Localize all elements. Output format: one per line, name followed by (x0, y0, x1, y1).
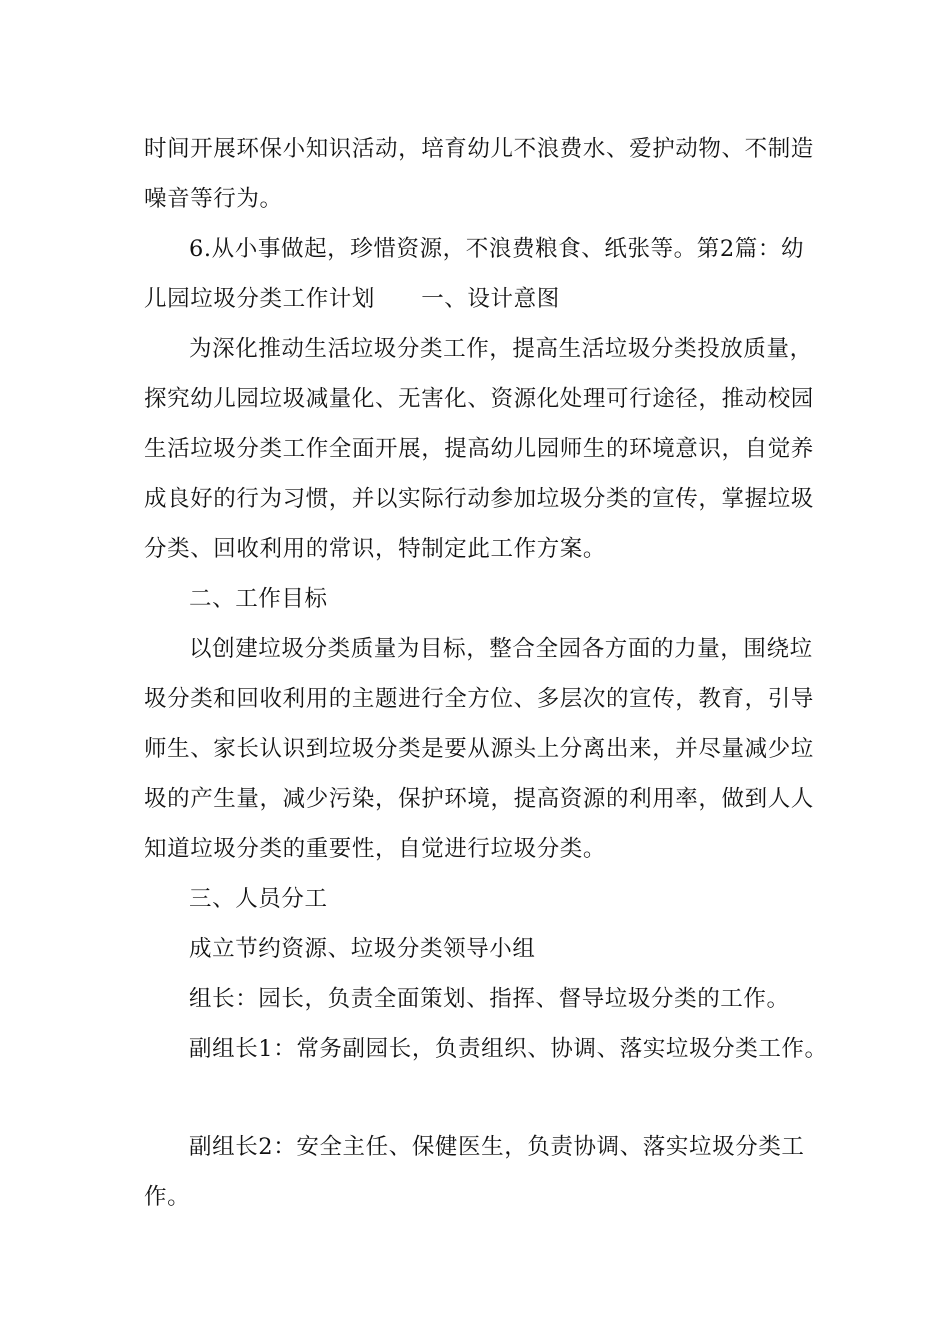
text-line: 噪音等行为。 (144, 186, 283, 212)
text-line: 成立节约资源、垃圾分类领导小组 (189, 936, 536, 962)
text-line: 时间开展环保小知识活动，培育幼儿不浪费水、爱护动物、不制造 (144, 136, 814, 162)
heading-work-goals (144, 574, 816, 624)
text-line: 生活垃圾分类工作全面开展，提高幼儿园师生的环境意识，自觉养 (144, 436, 814, 462)
text-line: 探究幼儿园垃圾减量化、无害化、资源化处理可行途径，推动校园 (144, 386, 814, 412)
text-line: 副组长1：常务副园长，负责组织、协调、落实垃圾分类工作。 (189, 1036, 828, 1062)
paragraph-item-6-and-chapter-2-title (144, 224, 816, 324)
text-line: 组长：园长，负责全面策划、指挥、督导垃圾分类的工作。 (189, 986, 790, 1012)
paragraph-work-goals (144, 624, 816, 874)
text-line: 师生、家长认识到垃圾分类是要从源头上分离出来，并尽量减少垃 (144, 736, 814, 762)
paragraph-environmental-activity (144, 124, 816, 224)
text-line: 为深化推动生活垃圾分类工作，提高生活垃圾分类投放质量， (189, 336, 813, 362)
text-line: 作。 (144, 1184, 191, 1210)
text-line: 分类、回收利用的常识，特制定此工作方案。 (144, 536, 607, 562)
text-line: 知道垃圾分类的重要性，自觉进行垃圾分类。 (144, 836, 607, 862)
paragraph-leadership-group (144, 924, 816, 974)
text-line: 儿园垃圾分类工作计划 一、设计意图 (144, 286, 560, 312)
paragraph-design-intent (144, 324, 816, 574)
text-line: 6.从小事做起，珍惜资源，不浪费粮食、纸张等。第2篇：幼 (189, 236, 805, 262)
text-line: 成良好的行为习惯，并以实际行动参加垃圾分类的宣传，掌握垃圾 (144, 486, 814, 512)
paragraph-deputy-leader-1 (144, 1024, 828, 1074)
paragraph-group-leader (144, 974, 816, 1024)
text-line: 以创建垃圾分类质量为目标，整合全园各方面的力量，围绕垃 (189, 636, 813, 662)
paragraph-deputy-leader-2 (144, 1122, 816, 1222)
heading-staff-division (144, 874, 816, 924)
text-line: 圾的产生量，减少污染，保护环境，提高资源的利用率，做到人人 (144, 786, 814, 812)
section-heading: 三、人员分工 (189, 886, 328, 912)
text-line: 圾分类和回收利用的主题进行全方位、多层次的宣传，教育，引导 (144, 686, 814, 712)
text-line: 副组长2：安全主任、保健医生，负责协调、落实垃圾分类工 (189, 1134, 805, 1160)
section-heading: 二、工作目标 (189, 586, 328, 612)
